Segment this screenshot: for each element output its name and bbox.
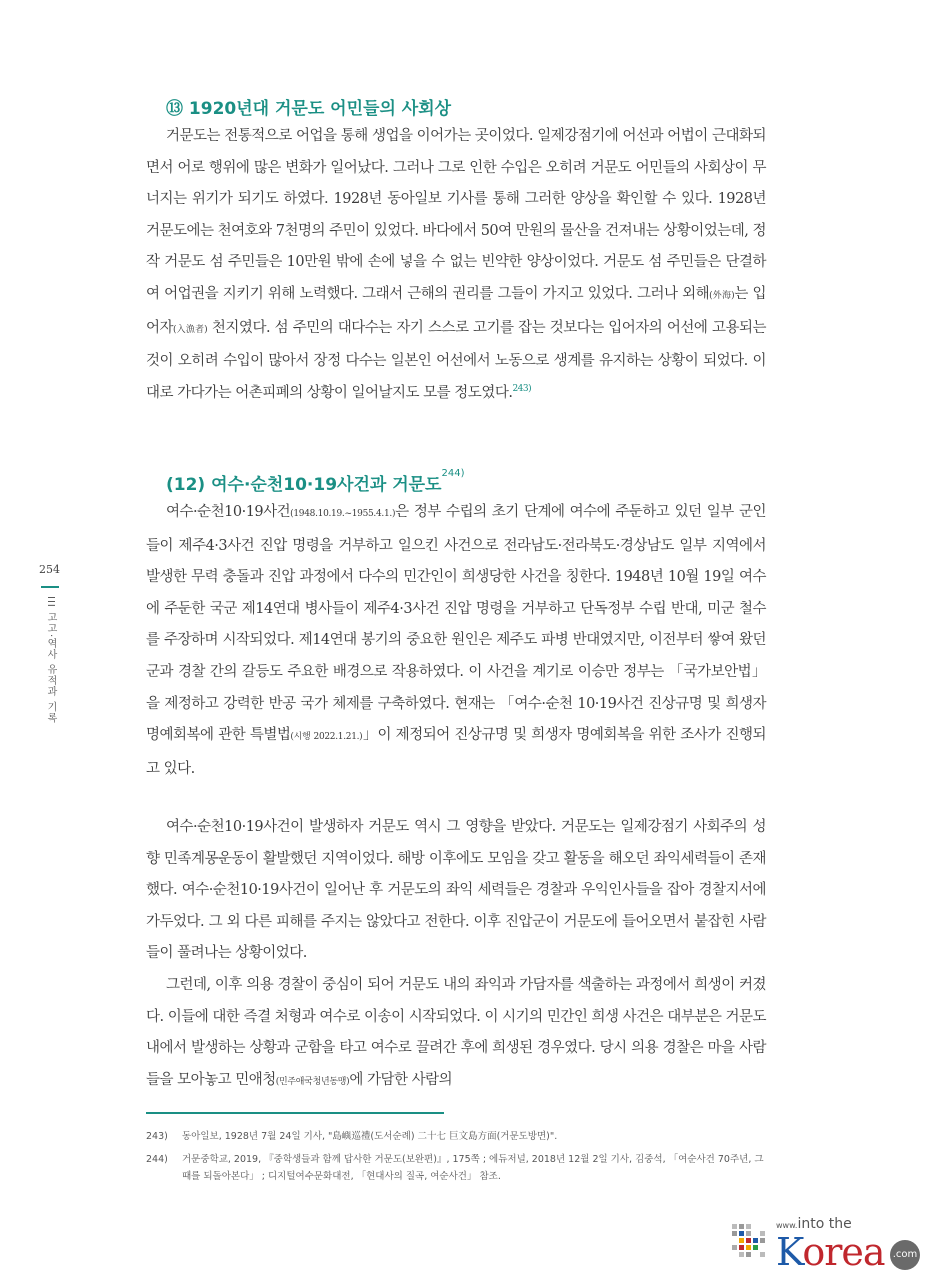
- footnote-ref-244[interactable]: 244): [441, 468, 465, 479]
- footnote-text: 거문중학교, 2019, 『중학생들과 함께 답사한 거문도(보완편)』, 175쪽 ; 에듀저널, 2018년 12월 2일 기사, 김중석, 「여순사건 70주년, 그때를 되돌아본다」 ; 디지털여수문화대전, 「현대사의 질곡, 여순사건」 참조.: [182, 1154, 764, 1182]
- footnote-number: 244): [146, 1154, 168, 1165]
- footnote-divider: [146, 1112, 444, 1114]
- logo-com-badge: .com: [890, 1240, 920, 1270]
- section-13-title: ⑬ 1920년대 거문도 어민들의 사회상: [166, 99, 452, 119]
- section-12-paragraph-1: 여수·순천10·19사건(1948.10.19.~1955.4.1.)은 정부 수립의 초기 단계에 여수에 주둔하고 있던 일부 군인들이 제주4·3사건 진압 명령을 거부하고 일으킨 사건으로 전라남도·전라북도·경상남도 일부 지역에서 발생한 무력 충돌과 진압 과정에서 다수의 민간인이 희생당한 사건을 칭한다. 1948년 10월 19일 여수에 주둔한 국군 제14연대 병사들이 제주4·3사건 진압 명령을 거부하고 단독정부 수립 반대, 미군 철수를 주장하며 시작되었다. 제14연대 봉기의 중요한 원인은 제주도 파병 반대였지만, 이전부터 쌓여 왔던 군과 경찰 간의 갈등도 주요한 배경으로 작용하였다. 이 사건을 계기로 이승만 정부는 「국가보안법」을 제정하고 강력한 반공 국가 체제를 구축하였다. 현재는 「여수·순천 10·19사건 진상규명 및 희생자 명예회복에 관한 특별법(시행 2022.1.21.)」이 제정되어 진상규명 및 희생자 명예회복을 위한 조사가 진행되고 있다.: [146, 504, 766, 777]
- pixel-grid-icon: [732, 1224, 772, 1264]
- section-12-paragraph-3: 그런데, 이후 의용 경찰이 중심이 되어 거문도 내의 좌익과 가담자를 색출하는 과정에서 희생이 커졌다. 이들에 대한 즉결 처형과 여수로 이송이 시작되었다. 이 시기의 민간인 희생 사건은 대부분은 거문도 내에서 발생하는 상황과 군함을 타고 여수로 끌려간 후에 희생된 경우였다. 당시 의용 경찰은 마을 사람들을 모아놓고 민애청(민주애국청년동맹)에 가담한 사람의: [146, 977, 766, 1088]
- chapter-label: III 고고·역사 유적과 기록: [45, 596, 56, 724]
- footnote-ref-243[interactable]: 243): [512, 383, 532, 394]
- logo-tagline: www.into the: [776, 1216, 852, 1232]
- section-12-title: (12) 여수·순천10·19사건과 거문도$^{244)}$: [166, 468, 465, 495]
- sidebar-divider: [41, 586, 59, 588]
- footnote-text: 동아일보, 1928년 7월 24일 기사, "島嶼巡禮(도서순례) 二十七 巨文島方面(거문도방면)".: [182, 1131, 558, 1142]
- page-number: 254: [39, 563, 60, 576]
- footnote-number: 243): [146, 1131, 168, 1142]
- section-13-paragraph: 거문도는 전통적으로 어업을 통해 생업을 이어가는 곳이었다. 일제강점기에 어선과 어법이 근대화되면서 어로 행위에 많은 변화가 일어났다. 그러나 그로 인한 수입은 오히려 거문도 어민들의 사회상이 무너지는 위기가 되기도 하였다. 1928년 동아일보 기사를 통해 그러한 양상을 확인할 수 있다. 1928년 거문도에는 천여호와 7천명의 주민이 있었다. 바다에서 50여 만원의 물산을 건져내는 상황이었는데, 정작 거문도 섬 주민들은 10만원 밖에 손에 넣을 수 없는 빈약한 양상이었다. 거문도 섬 주민들은 단결하여 어업권을 지키기 위해 노력했다. 그래서 근해의 권리를 그들이 가지고 있었다. 그러나 외해(外海)는 입어자(入漁者) 천지였다. 섬 주민의 대다수는 자기 스스로 고기를 잡는 것보다는 입어자의 어선에 고용되는 것이 오히려 수입이 많아서 장정 다수는 일본인 어선에서 노동으로 생계를 유지하는 상황이 되었다. 이대로 가다가는 어촌피폐의 상황이 일어날지도 모를 정도였다.$^{243)}$: [146, 128, 766, 401]
- logo-wordmark: Korea: [776, 1230, 885, 1274]
- footnote-244: [146, 1151, 766, 1185]
- section-12-paragraph-2: 여수·순천10·19사건이 발생하자 거문도 역시 그 영향을 받았다. 거문도는 일제강점기 사회주의 성향 민족계몽운동이 활발했던 지역이었다. 해방 이후에도 모임을 갖고 활동을 해오던 좌익세력들이 존재했다. 여수·순천10·19사건이 일어난 후 거문도의 좌익 세력들은 경찰과 우익인사들을 잡아 경찰지서에 가두었다. 그 외 다른 피해를 주지는 않았다고 전한다. 이후 진압군이 거문도에 들어오면서 붙잡힌 사람들이 풀려나는 상황이었다.: [146, 819, 766, 962]
- footnote-243: [146, 1128, 766, 1145]
- intothekorea-logo: [732, 1216, 922, 1274]
